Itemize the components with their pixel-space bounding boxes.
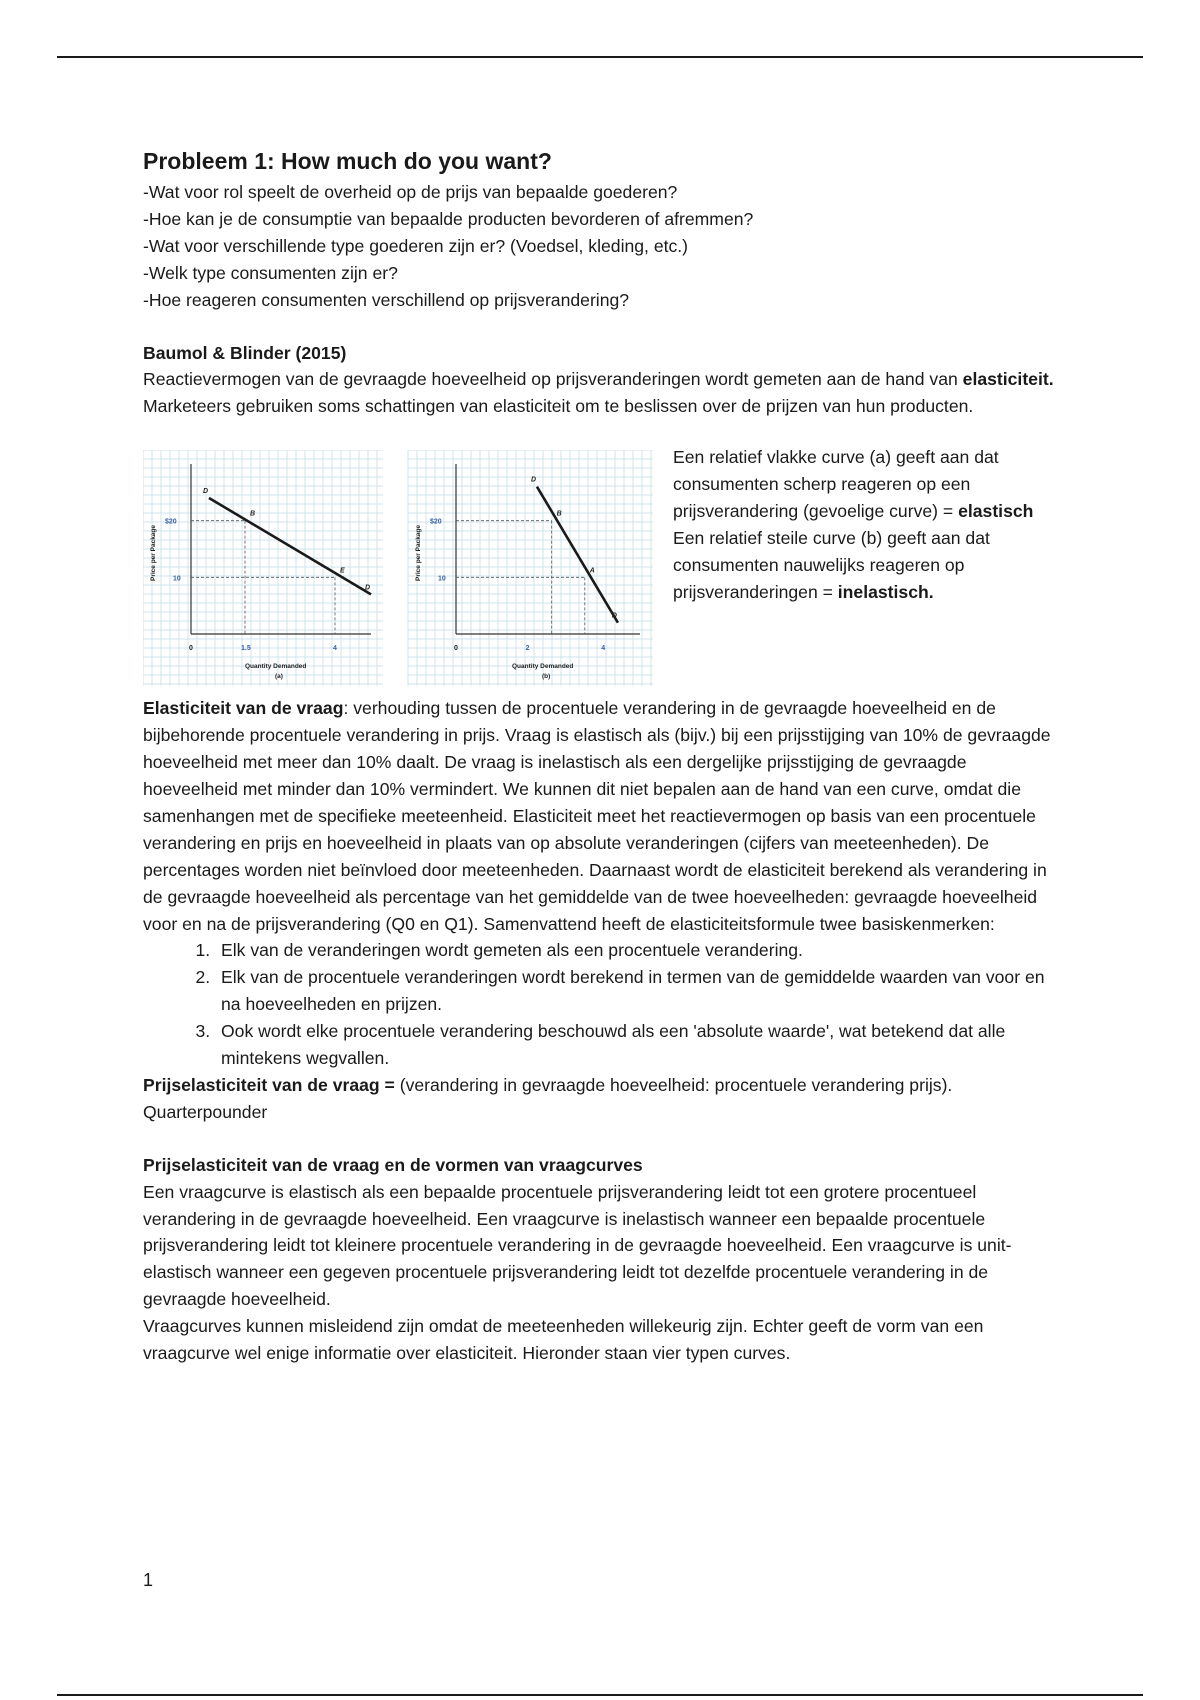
formula-paragraph: Prijselasticiteit van de vraag = (verandering in gevraagde hoeveelheid: procentuele verandering prijs). Quarterpounder bbox=[143, 1074, 953, 1122]
x-tick-label: 2 bbox=[525, 645, 530, 653]
x-tick-label: 1.5 bbox=[241, 645, 251, 653]
y-axis-label: Price per Package bbox=[150, 525, 157, 582]
panel-caption: (b) bbox=[542, 673, 551, 681]
question-item: -Hoe kan je de consumptie van bepaalde producten bevorderen of afremmen? bbox=[143, 208, 754, 229]
question-item: -Wat voor verschillende type goederen zijn er? (Voedsel, kleding, etc.) bbox=[143, 235, 689, 256]
point-label: D bbox=[611, 612, 617, 620]
curves-paragraph-2: Vraagcurves kunnen misleidend zijn omdat de meeteenheden willekeurig zijn. Echter geeft de vorm van een vraagcurve wel enige informatie over elasticiteit. Hieronder staan vier typen curves. bbox=[143, 1316, 984, 1364]
question-list bbox=[143, 179, 1063, 314]
characteristics-list bbox=[143, 937, 1063, 1072]
list-item: 2. Elk van de procentuele veranderingen wordt berekend in termen van de gemiddelde waarden van voor en na hoeveelheden en prijzen. bbox=[215, 964, 1063, 1018]
point-label: D bbox=[203, 488, 209, 496]
point-label: D bbox=[530, 476, 537, 484]
y-tick-label: 10 bbox=[438, 575, 446, 583]
x-tick-label: 0 bbox=[189, 645, 193, 653]
point-label: B bbox=[556, 510, 562, 518]
x-axis-label: Quantity Demanded bbox=[512, 663, 574, 671]
section-heading-curves: Prijselasticiteit van de vraag en de vormen van vraagcurves bbox=[143, 1154, 643, 1175]
y-tick-label: $20 bbox=[165, 518, 177, 526]
question-item: -Wat voor rol speelt de overheid op de prijs van bepaalde goederen? bbox=[143, 182, 678, 202]
page-number: 1 bbox=[143, 1570, 154, 1590]
bottom-rule bbox=[57, 1694, 1143, 1696]
panel-caption: (a) bbox=[275, 673, 283, 681]
x-tick-label: 0 bbox=[454, 645, 458, 653]
list-item: 3. Ook wordt elke procentuele verandering beschouwd als een 'absolute waarde', wat betekend dat alle mintekens wegvallen. bbox=[215, 1018, 1063, 1072]
y-axis-label: Price per Package bbox=[415, 525, 422, 582]
y-tick-label: $20 bbox=[430, 518, 442, 526]
question-item: -Welk type consumenten zijn er? bbox=[143, 262, 398, 283]
elasticity-paragraph: Elasticiteit van de vraag: verhouding tussen de procentuele verandering in de gevraagde hoeveelheid en de bijbehorende procentuele verandering in prijs. Vraag is elastisch als (bijv.) bij een prijsstijging van 10% de gevraagde hoeveelheid met meer dan 10% daalt. De vraag is inelastisch als een dergelijke prijsstijging de gevraagde hoeveelheid met minder dan 10% vermindert. We kunnen dit niet bepalen aan de hand van een curve, omdat die samenhangen met de specifieke meeteenheid. Elasticiteit meet het reactievermogen op basis van een procentuele verandering en prijs en hoeveelheid in plaats van op absolute veranderingen (cijfers van meeteenheden). De percentages worden niet beïnvloed door meeteenheden. Daarnaast wordt de elasticiteit berekend als verandering in de gevraagde hoeveelheid als percentage van het gemiddelde van de twee hoeveelheden: gevraagde hoeveelheid voor en na de prijsverandering (Q0 en Q1). Samenvattend heeft de elasticiteitsformule twee basiskenmerken: bbox=[143, 698, 1051, 934]
x-tick-label: 4 bbox=[601, 645, 606, 653]
x-axis-label: Quantity Demanded bbox=[245, 663, 307, 671]
figure-explanation: Een relatief vlakke curve (a) geeft aan dat consumenten scherp reageren op een prijsverandering (gevoelige curve) = elastisch Een relatief steile curve (b) geeft aan dat consumenten nauwelijks reageren op prijsveranderingen = inelastisch. bbox=[673, 447, 1034, 602]
top-rule bbox=[57, 56, 1143, 58]
demand-curves-svg bbox=[143, 450, 653, 690]
point-label: D bbox=[365, 584, 371, 592]
demand-curves-figure bbox=[143, 450, 653, 690]
document-body bbox=[143, 146, 1063, 1367]
figure-row bbox=[143, 447, 1063, 695]
list-item: 1. Elk van de veranderingen wordt gemeten als een procentuele verandering. bbox=[215, 937, 1063, 964]
y-tick-label: 10 bbox=[173, 575, 181, 583]
page-title: Probleem 1: How much do you want? bbox=[143, 148, 552, 174]
x-tick-label: 4 bbox=[333, 645, 337, 653]
question-item: -Hoe reageren consumenten verschillend op prijsverandering? bbox=[143, 289, 630, 310]
intro-paragraph: Reactievermogen van de gevraagde hoeveelheid op prijsveranderingen wordt gemeten aan de hand van elasticiteit. Marketeers gebruiken soms schattingen van elasticiteit om te beslissen over de prijzen van hun producten. bbox=[143, 369, 1054, 417]
curves-paragraph: Een vraagcurve is elastisch als een bepaalde procentuele prijsverandering leidt tot een grotere procentueel verandering in de gevraagde hoeveelheid. Een vraagcurve is inelastisch wanneer een bepaalde procentuele prijsverandering leidt tot kleinere procentuele verandering in de gevraagde hoeveelheid. Een vraagcurve is unit-elastisch wanneer een gegeven procentuele prijsverandering leidt tot dezelfde procentuele verandering in de gevraagde hoeveelheid. bbox=[143, 1181, 1012, 1310]
point-label: B bbox=[250, 510, 256, 518]
point-label: A bbox=[589, 567, 595, 575]
point-label: E bbox=[340, 567, 345, 575]
section-heading-baumol: Baumol & Blinder (2015) bbox=[143, 342, 347, 363]
